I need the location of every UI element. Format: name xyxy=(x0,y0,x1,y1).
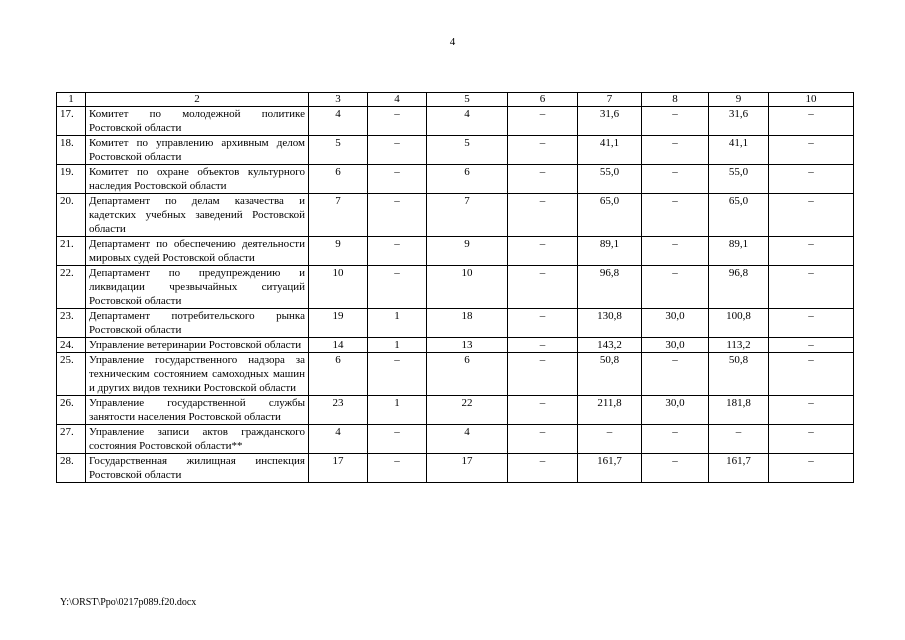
cell-col4: 1 xyxy=(368,309,427,338)
organization-name: Управление ветеринарии Ростовской области xyxy=(86,338,309,353)
column-header: 8 xyxy=(642,93,709,107)
cell-col4: – xyxy=(368,454,427,483)
cell-col8: – xyxy=(642,107,709,136)
cell-col5: 17 xyxy=(427,454,508,483)
organization-name: Государственная жилищная инспекция Ростовской области xyxy=(86,454,309,483)
cell-col5: 22 xyxy=(427,396,508,425)
table-row xyxy=(57,309,854,338)
cell-col6: – xyxy=(508,425,578,454)
cell-col7: 211,8 xyxy=(578,396,642,425)
table-row xyxy=(57,136,854,165)
cell-col6: – xyxy=(508,396,578,425)
column-header: 10 xyxy=(769,93,854,107)
cell-col5: 4 xyxy=(427,425,508,454)
cell-col3: 17 xyxy=(309,454,368,483)
table-row xyxy=(57,353,854,396)
organization-name: Комитет по молодежной политике Ростовской области xyxy=(86,107,309,136)
cell-col9: 89,1 xyxy=(709,237,769,266)
cell-col4: – xyxy=(368,165,427,194)
cell-col4: – xyxy=(368,107,427,136)
cell-col7: 65,0 xyxy=(578,194,642,237)
cell-col7: 161,7 xyxy=(578,454,642,483)
cell-col7: 55,0 xyxy=(578,165,642,194)
table-body xyxy=(57,93,854,483)
cell-col5: 10 xyxy=(427,266,508,309)
cell-col3: 4 xyxy=(309,107,368,136)
column-header: 7 xyxy=(578,93,642,107)
cell-col9: 100,8 xyxy=(709,309,769,338)
cell-col3: 4 xyxy=(309,425,368,454)
cell-col4: – xyxy=(368,237,427,266)
cell-col9: 161,7 xyxy=(709,454,769,483)
cell-col3: 6 xyxy=(309,353,368,396)
cell-col10: – xyxy=(769,165,854,194)
cell-col6: – xyxy=(508,237,578,266)
cell-col10: – xyxy=(769,266,854,309)
cell-col6: – xyxy=(508,136,578,165)
file-path-footer: Y:\ORST\Ppo\0217p089.f20.docx xyxy=(60,597,197,608)
cell-col8: – xyxy=(642,454,709,483)
organization-name: Управление записи актов гражданского состояния Ростовской области** xyxy=(86,425,309,454)
cell-col5: 13 xyxy=(427,338,508,353)
table-row xyxy=(57,396,854,425)
row-number: 17. xyxy=(57,107,86,136)
cell-col10: – xyxy=(769,237,854,266)
cell-col4: – xyxy=(368,136,427,165)
cell-col10: – xyxy=(769,396,854,425)
cell-col8: – xyxy=(642,165,709,194)
cell-col9: 31,6 xyxy=(709,107,769,136)
cell-col7: 89,1 xyxy=(578,237,642,266)
cell-col4: 1 xyxy=(368,396,427,425)
cell-col9: 50,8 xyxy=(709,353,769,396)
cell-col7: 31,6 xyxy=(578,107,642,136)
cell-col8: – xyxy=(642,194,709,237)
cell-col3: 10 xyxy=(309,266,368,309)
cell-col10: – xyxy=(769,338,854,353)
cell-col5: 6 xyxy=(427,165,508,194)
column-header: 2 xyxy=(86,93,309,107)
cell-col8: – xyxy=(642,425,709,454)
budget-table xyxy=(56,92,854,483)
cell-col9: 181,8 xyxy=(709,396,769,425)
cell-col10: – xyxy=(769,194,854,237)
cell-col5: 9 xyxy=(427,237,508,266)
row-number: 26. xyxy=(57,396,86,425)
cell-col6: – xyxy=(508,454,578,483)
cell-col7: 41,1 xyxy=(578,136,642,165)
cell-col6: – xyxy=(508,107,578,136)
cell-col7: – xyxy=(578,425,642,454)
cell-col3: 5 xyxy=(309,136,368,165)
organization-name: Управление государственного надзора за техническим состоянием самоходных машин и других видов техники Ростовской области xyxy=(86,353,309,396)
cell-col8: 30,0 xyxy=(642,309,709,338)
organization-name: Департамент по предупреждению и ликвидации чрезвычайных ситуаций Ростовской области xyxy=(86,266,309,309)
cell-col10: – xyxy=(769,107,854,136)
page-number: 4 xyxy=(449,36,456,48)
cell-col4: – xyxy=(368,425,427,454)
cell-col6: – xyxy=(508,194,578,237)
table-row xyxy=(57,266,854,309)
cell-col9: 41,1 xyxy=(709,136,769,165)
cell-col10: – xyxy=(769,425,854,454)
column-header: 5 xyxy=(427,93,508,107)
organization-name: Комитет по охране объектов культурного наследия Ростовской области xyxy=(86,165,309,194)
table-row xyxy=(57,338,854,353)
cell-col9: 55,0 xyxy=(709,165,769,194)
cell-col5: 4 xyxy=(427,107,508,136)
row-number: 19. xyxy=(57,165,86,194)
table-row xyxy=(57,194,854,237)
table-header-row xyxy=(57,93,854,107)
cell-col6: – xyxy=(508,309,578,338)
row-number: 24. xyxy=(57,338,86,353)
cell-col4: – xyxy=(368,266,427,309)
cell-col5: 5 xyxy=(427,136,508,165)
cell-col10: – xyxy=(769,353,854,396)
cell-col6: – xyxy=(508,338,578,353)
cell-col3: 14 xyxy=(309,338,368,353)
column-header: 6 xyxy=(508,93,578,107)
organization-name: Комитет по управлению архивным делом Ростовской области xyxy=(86,136,309,165)
row-number: 25. xyxy=(57,353,86,396)
table-row xyxy=(57,425,854,454)
cell-col7: 50,8 xyxy=(578,353,642,396)
cell-col4: 1 xyxy=(368,338,427,353)
organization-name: Департамент по обеспечению деятельности мировых судей Ростовской области xyxy=(86,237,309,266)
cell-col5: 18 xyxy=(427,309,508,338)
row-number: 18. xyxy=(57,136,86,165)
cell-col3: 6 xyxy=(309,165,368,194)
table-row xyxy=(57,107,854,136)
organization-name: Департамент по делам казачества и кадетских учебных заведений Ростовской области xyxy=(86,194,309,237)
table-row xyxy=(57,237,854,266)
cell-col9: 65,0 xyxy=(709,194,769,237)
cell-col7: 143,2 xyxy=(578,338,642,353)
cell-col5: 6 xyxy=(427,353,508,396)
row-number: 28. xyxy=(57,454,86,483)
cell-col3: 7 xyxy=(309,194,368,237)
cell-col10: – xyxy=(769,309,854,338)
cell-col3: 9 xyxy=(309,237,368,266)
organization-name: Департамент потребительского рынка Ростовской области xyxy=(86,309,309,338)
cell-col6: – xyxy=(508,165,578,194)
cell-col6: – xyxy=(508,266,578,309)
row-number: 27. xyxy=(57,425,86,454)
cell-col3: 23 xyxy=(309,396,368,425)
column-header: 1 xyxy=(57,93,86,107)
cell-col9: 96,8 xyxy=(709,266,769,309)
cell-col6: – xyxy=(508,353,578,396)
cell-col8: – xyxy=(642,136,709,165)
cell-col9: 113,2 xyxy=(709,338,769,353)
cell-col7: 96,8 xyxy=(578,266,642,309)
cell-col10: – xyxy=(769,454,854,483)
cell-col5: 7 xyxy=(427,194,508,237)
row-number: 20. xyxy=(57,194,86,237)
table-row xyxy=(57,454,854,483)
cell-col8: – xyxy=(642,353,709,396)
cell-col10: – xyxy=(769,136,854,165)
organization-name: Управление государственной службы занятости населения Ростовской области xyxy=(86,396,309,425)
cell-col8: 30,0 xyxy=(642,338,709,353)
cell-col9: – xyxy=(709,425,769,454)
column-header: 3 xyxy=(309,93,368,107)
cell-col3: 19 xyxy=(309,309,368,338)
table-row xyxy=(57,165,854,194)
column-header: 4 xyxy=(368,93,427,107)
row-number: 21. xyxy=(57,237,86,266)
cell-col7: 130,8 xyxy=(578,309,642,338)
cell-col4: – xyxy=(368,353,427,396)
cell-col4: – xyxy=(368,194,427,237)
row-number: 22. xyxy=(57,266,86,309)
cell-col8: – xyxy=(642,237,709,266)
cell-col8: 30,0 xyxy=(642,396,709,425)
row-number: 23. xyxy=(57,309,86,338)
column-header: 9 xyxy=(709,93,769,107)
cell-col8: – xyxy=(642,266,709,309)
